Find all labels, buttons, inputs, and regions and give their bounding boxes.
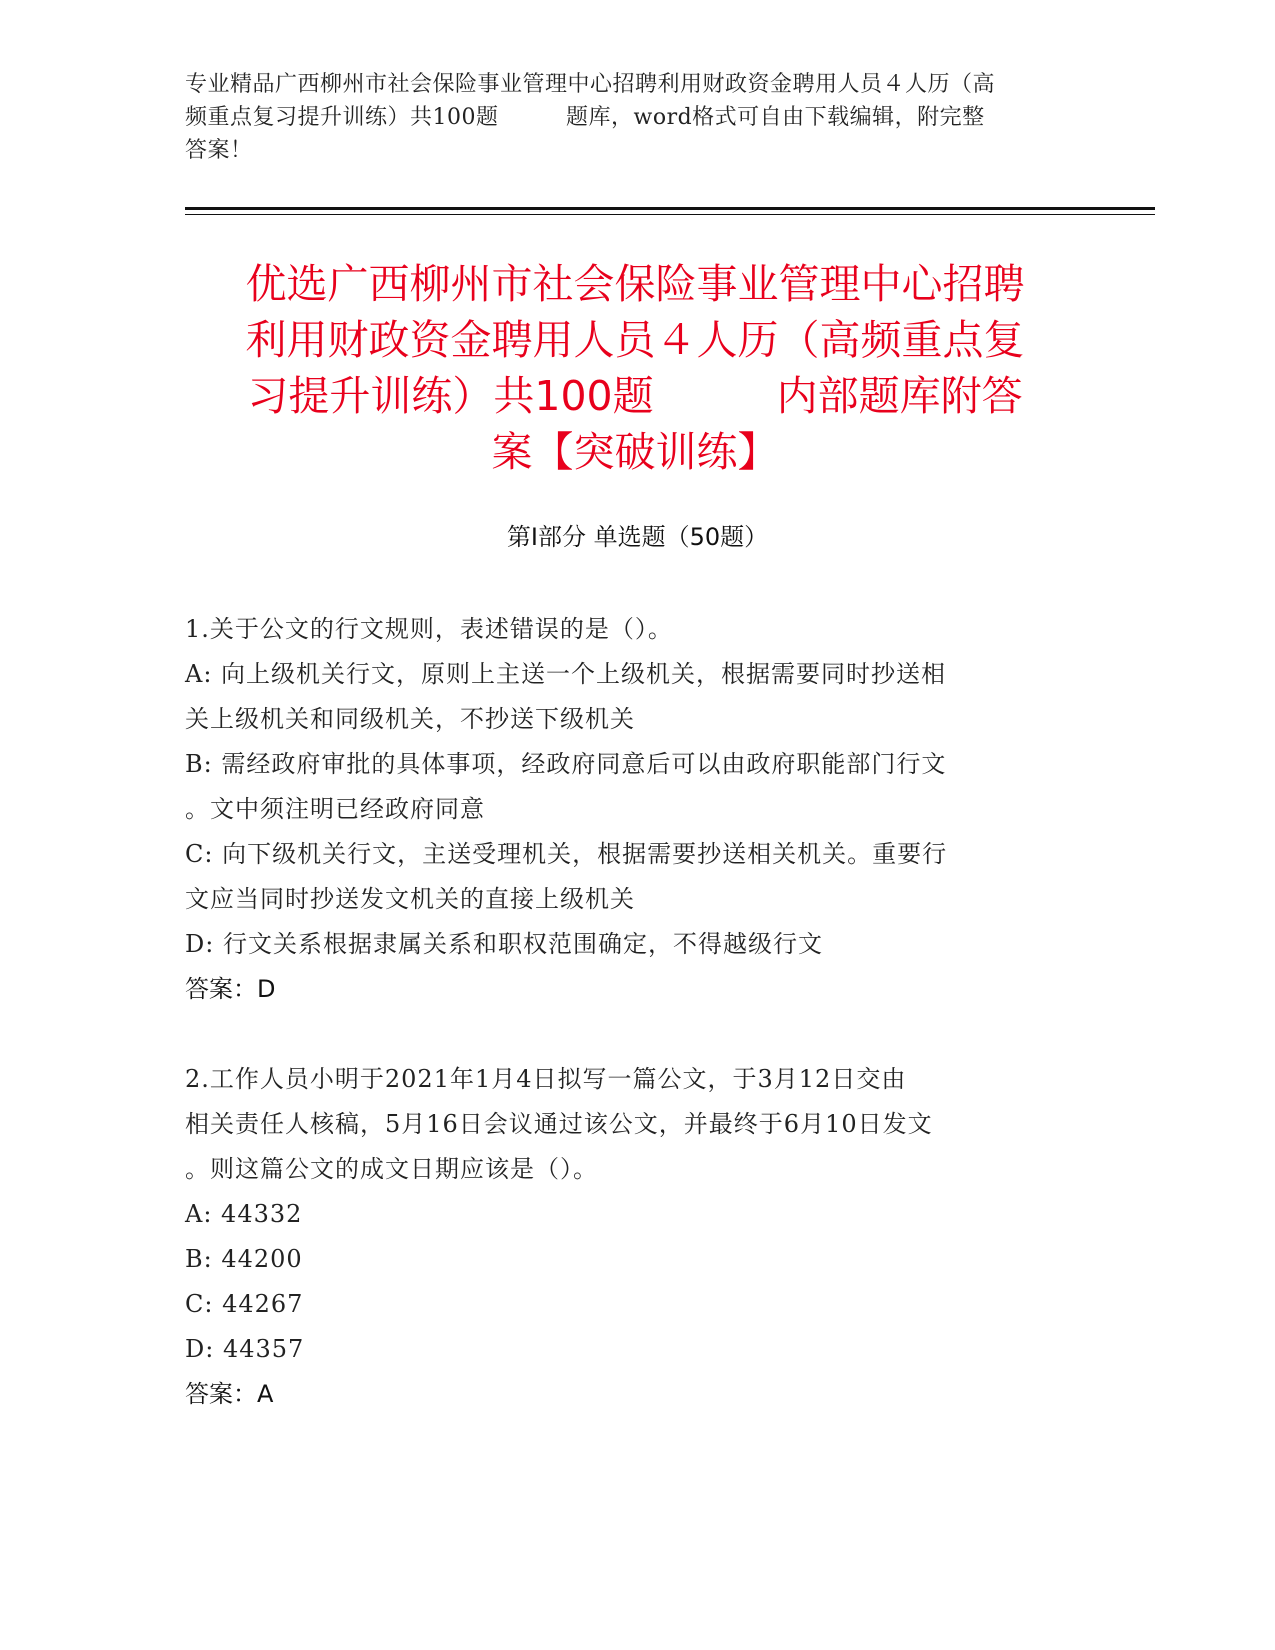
answer-label: 答案：D — [185, 975, 276, 1003]
header-line: 答案！ — [185, 138, 253, 163]
question-stem-continued: 相关责任人核稿，5月16日会议通过该公文，并最终于6月10日发文 — [185, 1110, 933, 1138]
question-stem: 1.关于公文的行文规则，表述错误的是（）。 — [185, 615, 673, 643]
option-a: A: 向上级机关行文，原则上主送一个上级机关，根据需要同时抄送相 — [185, 660, 947, 688]
header-divider-thin — [185, 214, 1155, 215]
option-c: C: 向下级机关行文，主送受理机关，根据需要抄送相关机关。重要行 — [185, 840, 948, 868]
answer-label: 答案：A — [185, 1380, 274, 1408]
option-a-continued: 关上级机关和同级机关，不抄送下级机关 — [185, 705, 635, 733]
document-title — [195, 256, 1075, 480]
question-1 — [185, 607, 1095, 1012]
page-header — [185, 68, 1095, 167]
option-b: B: 44200 — [185, 1245, 303, 1273]
question-spacer — [185, 1012, 1095, 1057]
question-list — [185, 607, 1095, 1417]
title-line: 优选广西柳州市社会保险事业管理中心招聘 — [245, 260, 1025, 308]
option-b: B: 需经政府审批的具体事项，经政府同意后可以由政府职能部门行文 — [185, 750, 947, 778]
question-2 — [185, 1057, 1095, 1417]
option-d: D: 行文关系根据隶属关系和职权范围确定，不得越级行文 — [185, 930, 823, 958]
title-line: 习提升训练）共100题 内部题库附答 — [247, 372, 1023, 420]
option-c: C: 44267 — [185, 1290, 304, 1318]
option-c-continued: 文应当同时抄送发文机关的直接上级机关 — [185, 885, 635, 913]
section-heading: 第Ⅰ部分 单选题（50题） — [506, 523, 769, 551]
title-line: 利用财政资金聘用人员４人历（高频重点复 — [245, 316, 1025, 364]
question-stem: 2.工作人员小明于2021年1月4日拟写一篇公文，于3月12日交由 — [185, 1065, 907, 1093]
header-line: 频重点复习提升训练）共100题 题库，word格式可自由下载编辑，附完整 — [185, 105, 985, 130]
header-divider-thick — [185, 207, 1155, 210]
title-line: 案【突破训练】 — [491, 428, 779, 476]
option-d: D: 44357 — [185, 1335, 305, 1363]
option-b-continued: 。文中须注明已经政府同意 — [185, 795, 485, 823]
option-a: A: 44332 — [185, 1200, 303, 1228]
question-stem-continued: 。则这篇公文的成文日期应该是（）。 — [185, 1155, 598, 1183]
header-line: 专业精品广西柳州市社会保险事业管理中心招聘利用财政资金聘用人员４人历（高 — [185, 72, 996, 97]
